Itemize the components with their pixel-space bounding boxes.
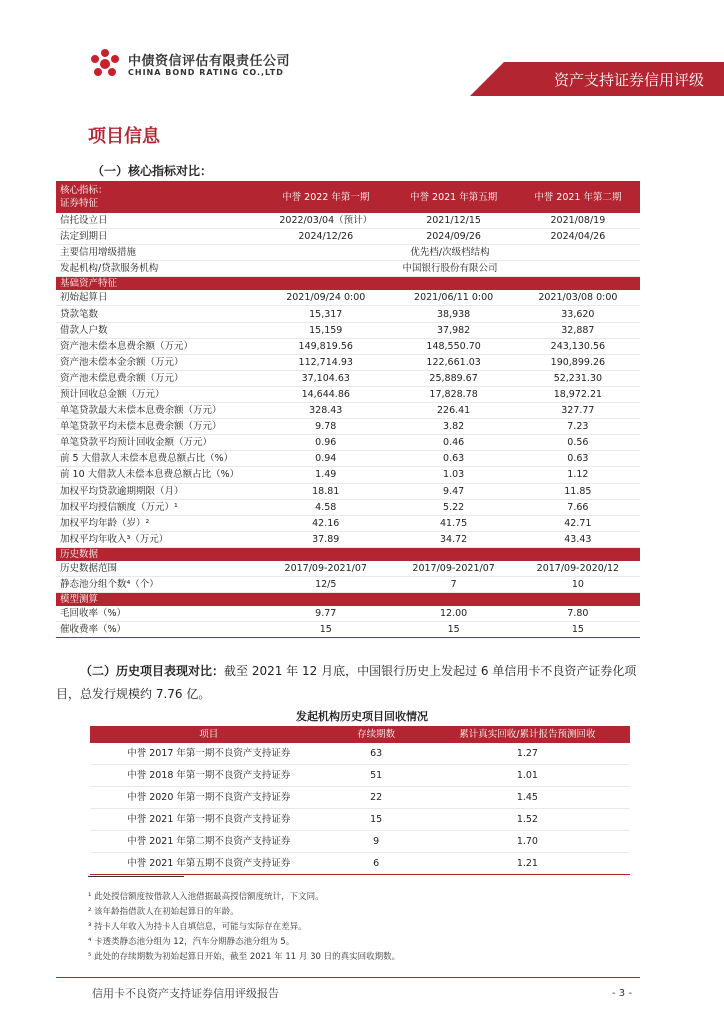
company-logo-icon	[88, 47, 122, 81]
report-type-banner	[470, 62, 724, 96]
footnote: ⁴ 卡透类静态池分组为 12，汽车分期静态池分组为 5。	[88, 937, 295, 947]
col-header-1: 中誉 2022 年第一期	[260, 181, 391, 213]
table-row: 催收费率（%） 15 15 15	[56, 622, 640, 638]
section-row-basic: 基础资产特征	[56, 277, 640, 291]
table-row: 单笔贷款最大未偿本息费余额（万元） 328.43 226.41 327.77	[56, 403, 640, 419]
table-row: 中誉 2017 年第一期不良资产支持证券 63 1.27	[90, 743, 630, 765]
history-table	[90, 726, 630, 875]
table-row: 中誉 2020 年第一期不良资产支持证券 22 1.45	[90, 787, 630, 809]
footer-divider	[56, 977, 640, 978]
footnote: ¹ 此处授信额度按借款人入池借据最高授信额度统计，下文同。	[88, 892, 324, 902]
table-row: 主要信用增级措施 优先档/次级档结构	[56, 245, 640, 261]
table-row: 中誉 2021 年第二期不良资产支持证券 9 1.70	[90, 831, 630, 853]
footnote: ² 该年龄指借款人在初始起算日的年龄。	[88, 907, 239, 917]
history-table-title: 发起机构历史项目回收情况	[296, 710, 428, 723]
table-row: 历史数据范围 2017/09-2021/07 2017/09-2021/07 2017/09-2020/12	[56, 561, 640, 577]
company-name-cn: 中债资信评估有限责任公司	[128, 54, 291, 69]
table-row: 资产池未偿息费余额（万元） 37,104.63 25,889.67 52,231.30	[56, 370, 640, 386]
table-row: 初始起算日 2021/09/24 0:00 2021/06/11 0:00 2021/03/08 0:00	[56, 290, 640, 306]
table-row: 贷款笔数 15,317 38,938 33,620	[56, 306, 640, 322]
col-header-2: 中誉 2021 年第五期	[391, 181, 515, 213]
table-row: 法定到期日 2024/12/26 2024/09/26 2024/04/26	[56, 229, 640, 245]
table-row: 发起机构/贷款服务机构 中国银行股份有限公司	[56, 261, 640, 277]
table-row: 中誉 2021 年第五期不良资产支持证券 6 1.21	[90, 853, 630, 875]
table-row: 毛回收率（%） 9.77 12.00 7.80	[56, 606, 640, 622]
banner-corner	[470, 62, 504, 96]
table-row: 预计回收总金额（万元） 14,644.86 17,828.78 18,972.21	[56, 386, 640, 402]
footnote: ³ 持卡人年收入为持卡人自填信息，可能与实际存在差异。	[88, 922, 307, 932]
page-number: - 3 -	[612, 988, 632, 999]
table-row: 前 10 大借款人未偿本息费总额占比（%） 1.49 1.03 1.12	[56, 467, 640, 483]
section-title: 项目信息	[88, 126, 160, 147]
footnotes	[88, 890, 400, 965]
history-paragraph-text: 截至 2021 年 12 月底，中国银行历史上发起过 6 单信用卡不良资产证券化项目，总发行规模约 7.76 亿。	[56, 664, 637, 701]
history-header-row: 项目 存续期数 累计真实回收/累计报告预测回收	[90, 726, 630, 743]
table-row: 借款人户数 15,159 37,982 32,887	[56, 322, 640, 338]
history-paragraph	[56, 660, 646, 706]
col-header-3: 中誉 2021 年第二期	[516, 181, 640, 213]
table-row: 资产池未偿本息费余额（万元） 149,819.56 148,550.70 243,130.56	[56, 338, 640, 354]
table-row: 前 5 大借款人未偿本息费总额占比（%） 0.94 0.63 0.63	[56, 451, 640, 467]
core-subtitle: （一）核心指标对比：	[92, 164, 213, 178]
table-row: 单笔贷款平均未偿本息费余额（万元） 9.78 3.82 7.23	[56, 419, 640, 435]
table-row: 加权平均授信额度（万元）¹ 4.58 5.22 7.66	[56, 499, 640, 515]
footnote-divider	[88, 876, 184, 877]
section-row-model: 模型测算	[56, 593, 640, 607]
footnote: ⁵ 此处的存续期数为初始起算日开始，截至 2021 年 11 月 30 日的真实回收期数。	[88, 952, 401, 962]
core-indicator-table	[56, 181, 640, 638]
banner-text: 资产支持证券信用评级	[553, 71, 704, 89]
table-row: 加权平均年收入³（万元） 37.89 34.72 43.43	[56, 531, 640, 547]
table-row: 信托设立日 2022/03/04（预计） 2021/12/15 2021/08/19	[56, 213, 640, 229]
table-row: 资产池未偿本金余额（万元） 112,714.93 122,661.03 190,899.26	[56, 354, 640, 370]
table-row: 单笔贷款平均预计回收金额（万元） 0.96 0.46 0.56	[56, 435, 640, 451]
footer-title: 信用卡不良资产支持证券信用评级报告	[92, 987, 279, 1000]
table-row: 加权平均贷款逾期期限（月） 18.81 9.47 11.85	[56, 483, 640, 499]
core-header-label: 核心指标： 证券特征	[56, 181, 260, 213]
section-row-history: 历史数据	[56, 547, 640, 561]
history-paragraph-lead: （二）历史项目表现对比：	[80, 664, 225, 678]
table-row: 中誉 2021 年第一期不良资产支持证券 15 1.52	[90, 809, 630, 831]
core-header-row	[56, 181, 640, 213]
company-name-en: CHINA BOND RATING CO.,LTD	[128, 68, 284, 77]
table-row: 静态池分组个数⁴（个） 12/5 7 10	[56, 576, 640, 592]
table-row: 加权平均年龄（岁）² 42.16 41.75 42.71	[56, 515, 640, 531]
table-row: 中誉 2018 年第一期不良资产支持证券 51 1.01	[90, 765, 630, 787]
